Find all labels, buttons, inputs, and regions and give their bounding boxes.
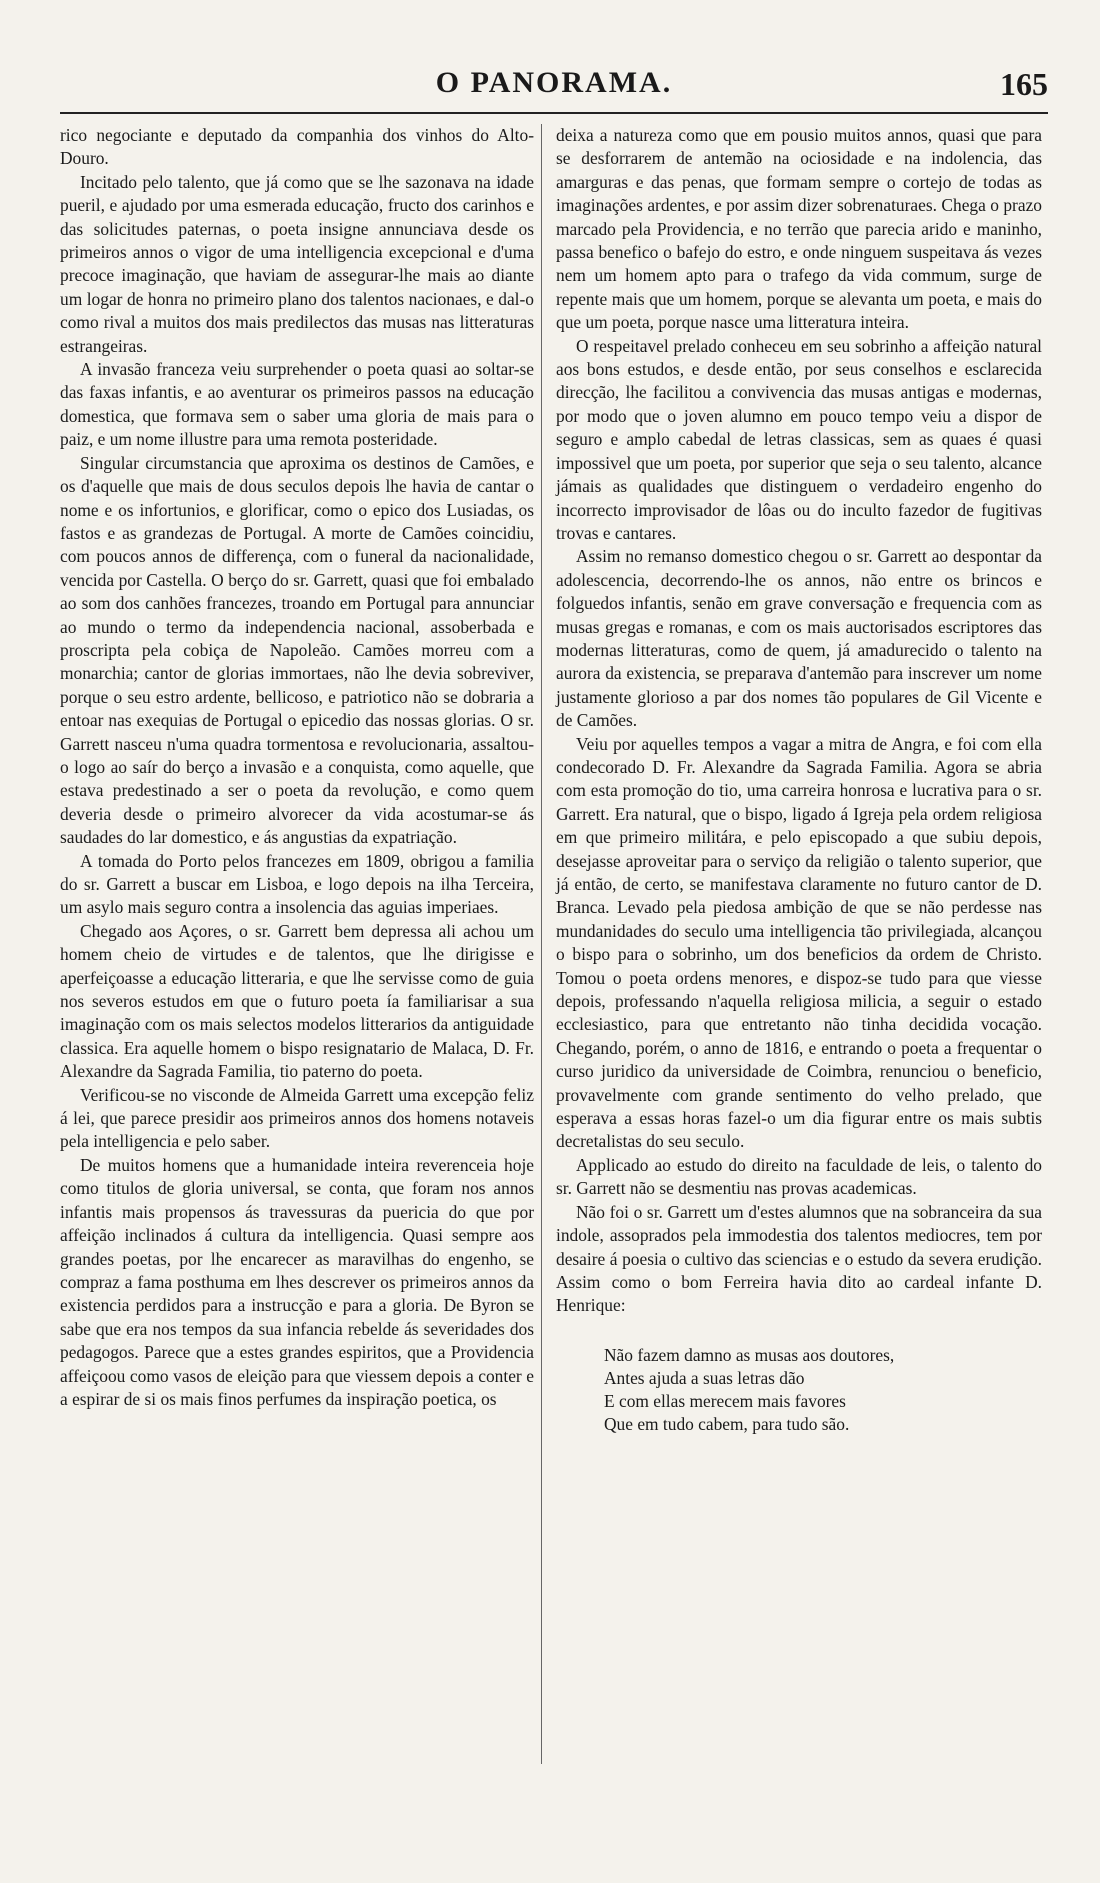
paragraph: O respeitavel prelado conheceu em seu sobrinho a affeição natural aos bons estudos, e desde então, por seus conselhos e esclarecida direcção, lhe facilitou a convivencia das musas antigas e modernas, por modo que o joven alumno em pouco tempo veiu a dispor de seguro e amplo cabedal de letras classicas, sem as quaes é quasi impossivel que um poeta, por superior que seja o seu talento, alcance jámais as qualidades que distinguem o verdadeiro engenho do incorrecto improvisador de lôas ou do inculto fazedor de fugitivas trovas e cantares.	[556, 335, 1042, 543]
page-title: O PANORAMA.	[435, 66, 673, 99]
paragraph: Não foi o sr. Garrett um d'estes alumnos que na sobranceira da sua indole, assoprados pela immodestia dos talentos mediocres, tem por desaire á poesia o cultivo das sciencias e o estudo da severa erudição. Assim como o bom Ferreira havia dito ao cardeal infante D. Henrique:	[556, 1201, 1042, 1316]
verse-quote	[604, 1344, 1042, 1436]
column-divider	[541, 124, 542, 1764]
paragraph: A invasão franceza veiu surprehender o poeta quasi ao soltar-se das faxas infantis, e ao aventurar os primeiros passos na educação domestica, que formava sem o saber uma gloria de mais para o paiz, e um nome illustre para uma remota posteridade.	[60, 359, 534, 450]
page-number: 165	[1000, 66, 1048, 102]
paragraph: Chegado aos Açores, o sr. Garrett bem depressa ali achou um homem cheio de virtudes e de talentos, que lhe dirigisse e aperfeiçoasse a educação litteraria, e que lhe servisse como de guia nos severos estudos em que o futuro poeta ía familiarisar a sua imaginação com os mais selectos modelos litterarios da antiguidade classica. Era aquelle homem o bispo resignatario de Malaca, D. Fr. Alexandre da Sagrada Familia, tio paterno do poeta.	[60, 920, 534, 1082]
paragraph: deixa a natureza como que em pousio muitos annos, quasi que para se desforrarem de antemão na ociosidade e na indolencia, das amarguras e das penas, que formam sempre o cortejo de todas as imaginações ardentes, e por assim dizer sobrenaturaes. Chega o prazo marcado pela Providencia, e no terrão que parecia arido e maninho, passa benefico o bafejo do estro, e onde ninguem suspeitava ás vezes nem um homem apto para o trafego da vida commum, surge de repente mais que um homem, porque se alevanta um poeta, e mais do que um poeta, porque nasce uma litteratura inteira.	[556, 125, 1042, 333]
paragraph: Verificou-se no visconde de Almeida Garrett uma excepção feliz á lei, que parece presidir aos primeiros annos dos homens notaveis pela intelligencia e pelo saber.	[60, 1084, 534, 1152]
paragraph: Singular circumstancia que aproxima os destinos de Camões, e os d'aquelle que mais de dous seculos depois lhe havia de cantar o nome e os infortunios, e glorificar, como o epico dos Lusiadas, os fastos e as grandezas de Portugal. A morte de Camões coincidiu, com poucos annos de differença, com o funeral da nacionalidade, vencida por Castella. O berço do sr. Garrett, quasi que foi embalado ao som dos canhões francezes, troando em Portugal para annunciar ao mundo o termo da independencia nacional, assoberbada e proscripta pela cobiça de Napoleão. Camões morreu com a monarchia; cantor de glorias immortaes, não lhe devia sobreviver, porque o seu estro ardente, bellicoso, e patriotico não se dobraria a entoar nas exequias de Portugal o epicedio das nossas glorias. O sr. Garrett nasceu n'uma quadra tormentosa e revolucionaria, assaltou-o logo ao saír do berço a invasão e a conquista, como aquelle, que estava predestinado a ser o poeta da revolução, e como quem deveria desde o primeiro alvorecer da vida acostumar-se ás saudades do lar domestico, e ás angustias da expatriação.	[60, 452, 534, 848]
verse-line: Não fazem damno as musas aos doutores,	[604, 1344, 895, 1365]
left-column	[60, 124, 534, 1411]
paragraph: Assim no remanso domestico chegou o sr. Garrett ao despontar da adolescencia, decorrendo-lhe os annos, não entre os brincos e folguedos infantis, senão em grave conversação e frequencia com as musas gregas e romanas, e com os mais auctorisados escriptores das modernas litteraturas, como de quem, já amadurecido o talento na aurora da existencia, se preparava d'antemão para inscrever um nome justamente glorioso a par dos nomes tão populares de Gil Vicente e de Camões.	[556, 546, 1042, 731]
verse-line: Antes ajuda a suas letras dão	[604, 1367, 805, 1388]
verse-line: Que em tudo cabem, para tudo são.	[604, 1413, 850, 1434]
right-column	[556, 124, 1042, 1436]
verse-line: E com ellas merecem mais favores	[604, 1390, 846, 1411]
paragraph: De muitos homens que a humanidade inteira reverenceia hoje como titulos de gloria universal, se conta, que foram nos annos infantis mais propensos ás travessuras da puericia do que por affeição inclinados á cultura da intelligencia. Quasi sempre aos grandes poetas, por lhe encarecer as maravilhas do engenho, se compraz a fama posthuma em lhes descrever os primeiros annos da existencia perdidos para a instrucção e para a gloria. De Byron se sabe que era nos tempos da sua infancia rebelde ás severidades dos pedagogos. Parece que a estes grandes espiritos, que a Providencia affeiçoou como vasos de eleição para que viessem depois a conter e a espirar de si os mais finos perfumes da inspiração poetica, os	[60, 1154, 534, 1409]
paragraph: rico negociante e deputado da companhia dos vinhos do Alto-Douro.	[60, 125, 534, 169]
paragraph: Applicado ao estudo do direito na faculdade de leis, o talento do sr. Garrett não se desmentiu nas provas academicas.	[556, 1154, 1042, 1199]
paragraph: Incitado pelo talento, que já como que se lhe sazonava na idade pueril, e ajudado por uma esmerada educação, fructo dos carinhos e das solicitudes paternas, o poeta insigne annunciava desde os primeiros annos o vigor de uma intelligencia excepcional e d'uma precoce imaginação, que haviam de assegurar-lhe mais ao diante um logar de honra no primeiro plano dos talentos nacionaes, e dal-o como rival a muitos dos mais predilectos das musas nas litteraturas estrangeiras.	[60, 171, 534, 356]
header-rule	[60, 112, 1048, 114]
paragraph: A tomada do Porto pelos francezes em 1809, obrigou a familia do sr. Garrett a buscar em Lisboa, e logo depois na ilha Terceira, um asylo mais seguro contra a insolencia das aguias imperiaes.	[60, 850, 534, 918]
paragraph: Veiu por aquelles tempos a vagar a mitra de Angra, e foi com ella condecorado D. Fr. Alexandre da Sagrada Familia. Agora se abria com esta promoção do tio, uma carreira honrosa e lucrativa para o sr. Garrett. Era natural, que o bispo, ligado á Igreja pela ordem religiosa em que primeiro militára, e pelo episcopado a que subiu depois, desejasse aproveitar para o serviço da religião o talento superior, que já então, de certo, se manifestava claramente no futuro cantor de D. Branca. Levado pela piedosa ambição de que se não perdesse nas mundanidades do seculo uma intelligencia tão privilegiada, alcançou o bispo para o sobrinho, um dos beneficios da ordem de Christo. Tomou o poeta ordens menores, e dispoz-se tudo para que viesse depois, professando n'aquella religiosa milicia, a seguir o estado ecclesiastico, para que entretanto não tinha decidida vocação. Chegando, porém, o anno de 1816, e entrando o poeta a frequentar o curso juridico da universidade de Coimbra, renunciou o beneficio, provavelmente com grande sentimento do velho prelado, que esperava a essas horas fazel-o um dia figurar entre os mais subtis decretalistas do seu seculo.	[556, 733, 1042, 1152]
page-header	[60, 66, 1048, 110]
